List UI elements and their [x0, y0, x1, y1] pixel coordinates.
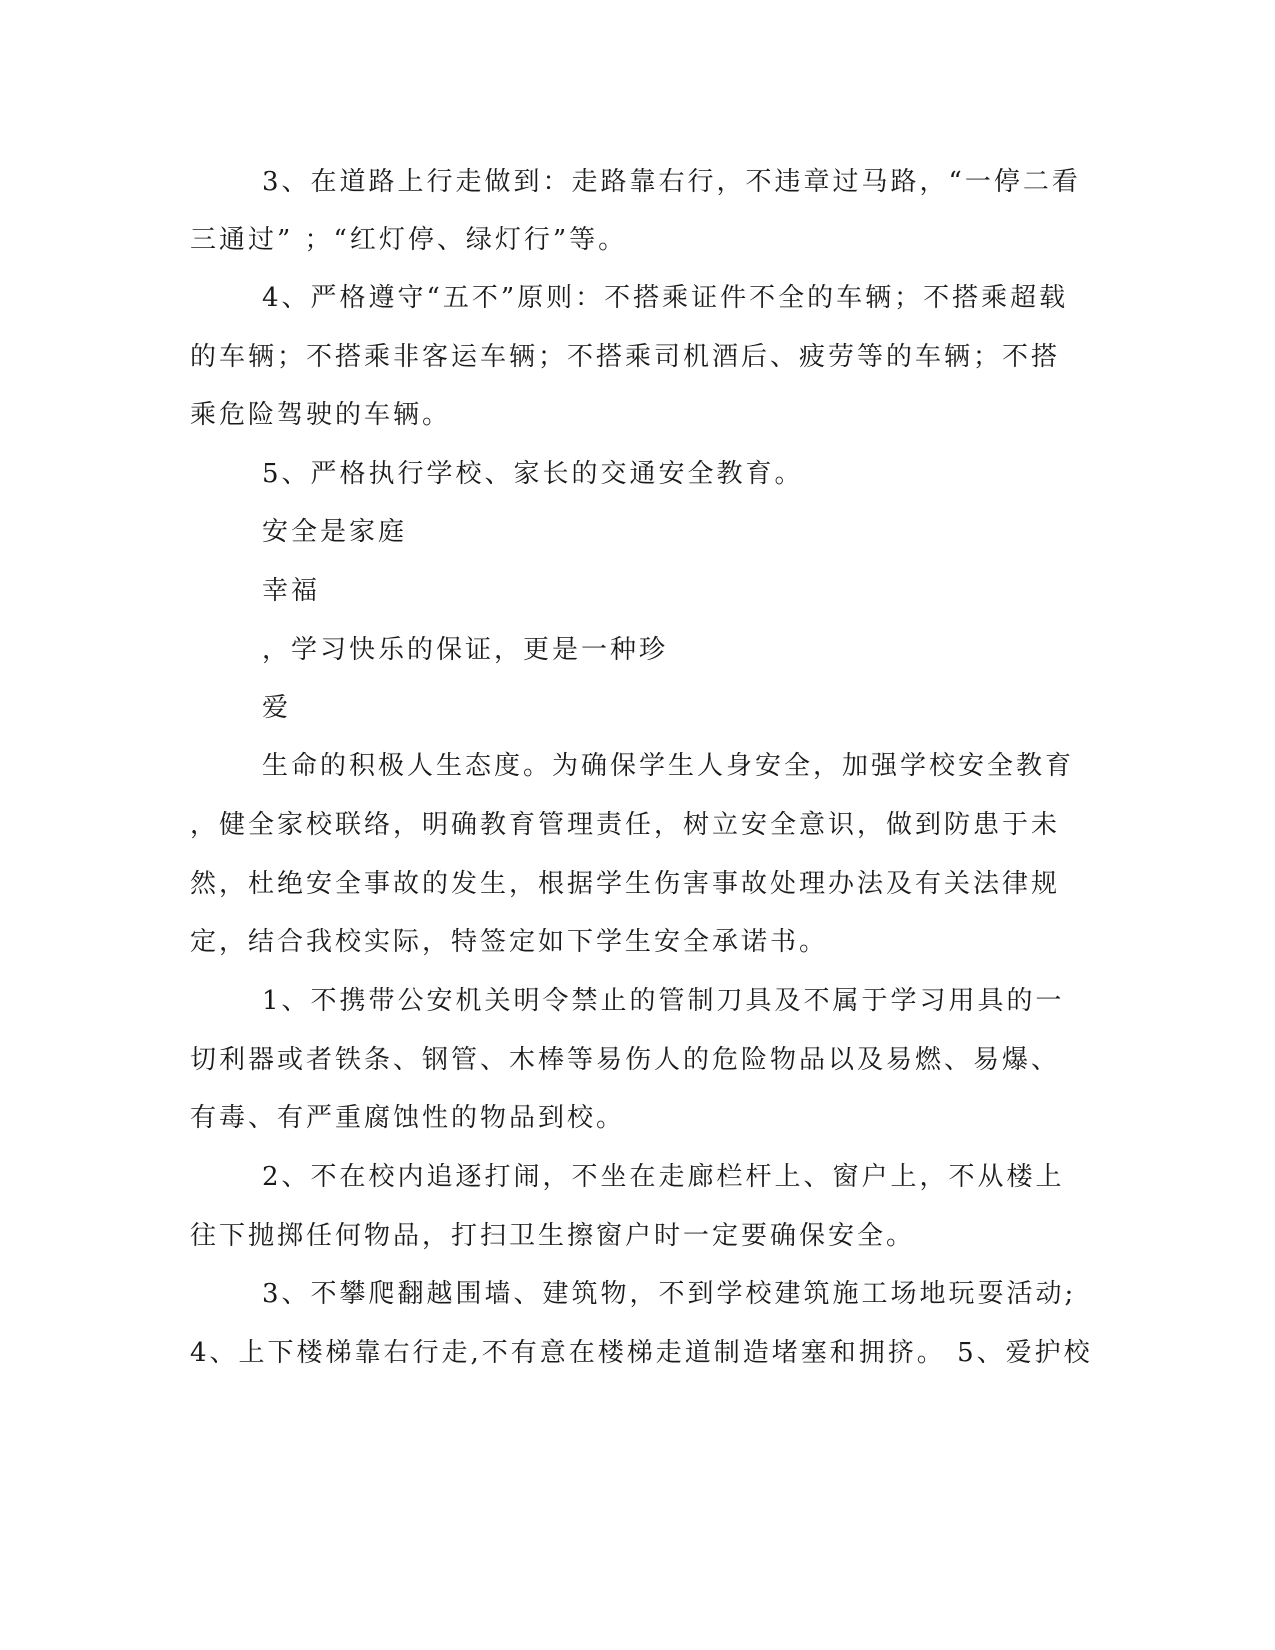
text-line: 三通过” ；“红灯停、绿灯行”等。 [190, 225, 628, 255]
text-line: 爱 [262, 693, 292, 723]
text-line: 的车辆；不搭乘非客运车辆；不搭乘司机酒后、疲劳等的车辆；不搭 [190, 342, 1061, 372]
text-line: 5、严格执行学校、家长的交通安全教育。 [262, 459, 804, 489]
text-line: 2、不在校内追逐打闹，不坐在走廊栏杆上、窗户上，不从楼上 [262, 1162, 1065, 1192]
text-line: 4、严格遵守“五不”原则：不搭乘证件不全的车辆；不搭乘超载 [262, 283, 1069, 313]
text-line: 3、在道路上行走做到：走路靠右行，不违章过马路，“一停二看 [262, 167, 1081, 197]
text-line: ，健全家校联络，明确教育管理责任，树立安全意识，做到防患于未 [190, 810, 1061, 840]
text-line: 有毒、有严重腐蚀性的物品到校。 [190, 1103, 626, 1133]
text-line: 幸福 [262, 576, 321, 606]
text-line: 然，杜绝安全事故的发生，根据学生伤害事故处理办法及有关法律规 [190, 869, 1061, 899]
text-line: 切利器或者铁条、钢管、木棒等易伤人的危险物品以及易燃、易爆、 [190, 1045, 1061, 1075]
text-line: 4、上下楼梯靠右行走,不有意在楼梯走道制造堵塞和拥挤。 5、爱护校 [190, 1338, 1093, 1368]
text-line: 定，结合我校实际，特签定如下学生安全承诺书。 [190, 927, 829, 957]
text-line: 乘危险驾驶的车辆。 [190, 400, 452, 430]
text-line: ，学习快乐的保证，更是一种珍 [262, 635, 669, 665]
text-line: 生命的积极人生态度。为确保学生人身安全，加强学校安全教育 [262, 751, 1075, 781]
text-line: 往下抛掷任何物品，打扫卫生擦窗户时一定要确保安全。 [190, 1221, 916, 1251]
text-line: 3、不攀爬翻越围墙、建筑物，不到学校建筑施工场地玩耍活动; [262, 1279, 1077, 1309]
text-line: 1、不携带公安机关明令禁止的管制刀具及不属于学习用具的一 [262, 986, 1065, 1016]
text-line: 安全是家庭 [262, 517, 408, 547]
